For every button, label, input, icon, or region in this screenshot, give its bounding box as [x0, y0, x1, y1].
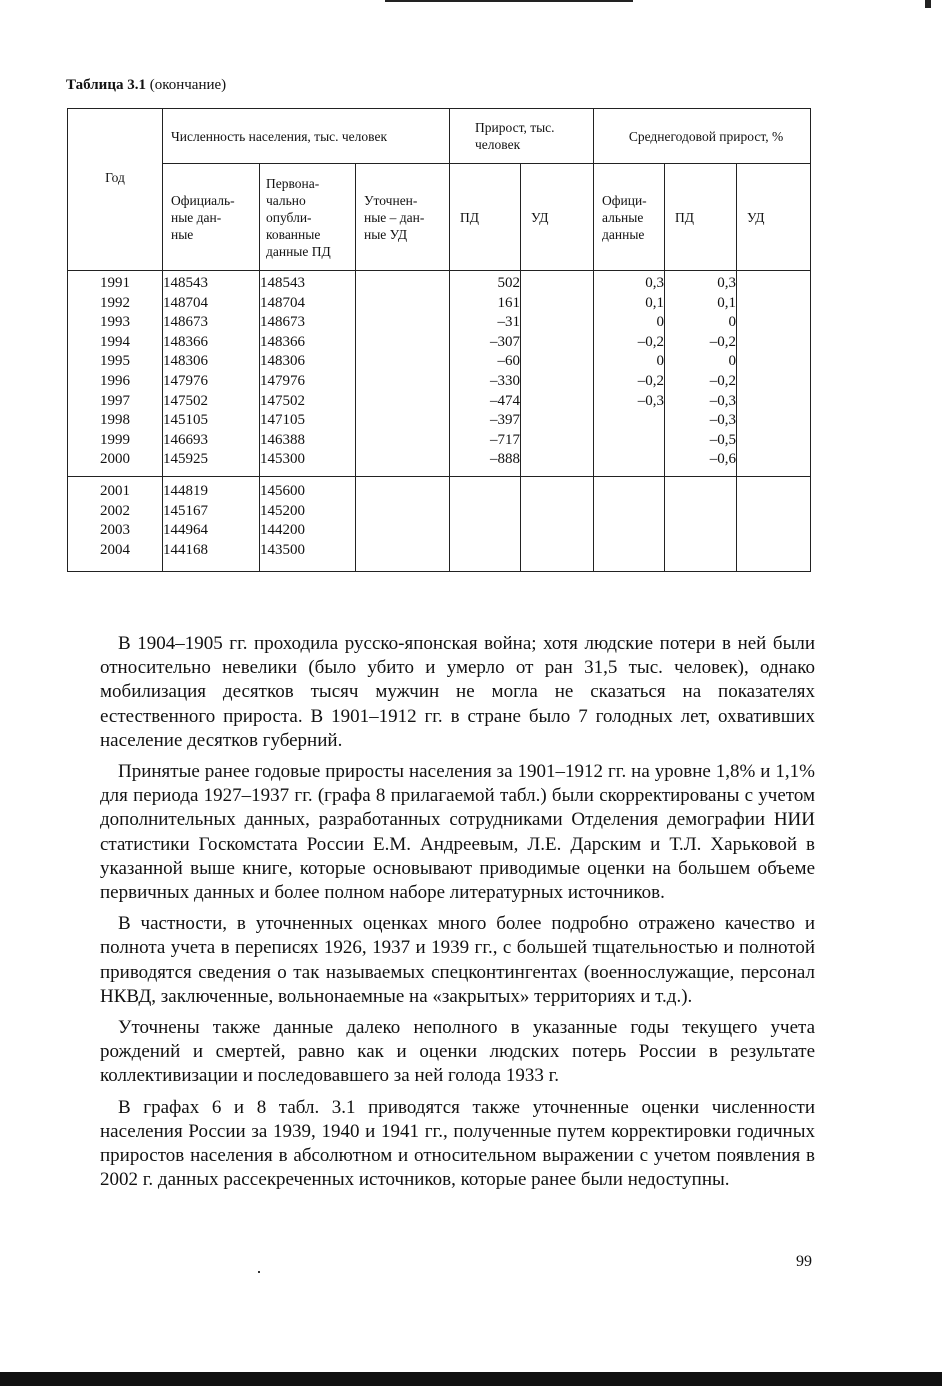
header-growth-ud: УД: [521, 164, 594, 271]
cell-official: 148543 148704 148673 148366 148306 147976 147502 145105 146693 145925: [163, 271, 260, 477]
cell-growth-ud: [521, 476, 594, 571]
top-rule: [385, 0, 633, 2]
header-growth-pd: ПД: [450, 164, 521, 271]
header-refined-ud: Уточнен- ные – дан- ные УД: [356, 164, 450, 271]
body-text: [100, 632, 815, 1199]
cell-avg-official: 0,3 0,1 0 –0,2 0 –0,2 –0,3: [594, 271, 665, 477]
header-row-groups: [68, 109, 811, 164]
paragraph: Принятые ранее годовые приросты населения за 1901–1912 гг. на уровне 1,8% и 1,1% для периода 1927–1937 гг. (графа 8 прилагаемой табл.) были скорректированы с учетом дополнительных данных, разработанных сотрудниками Отделения демографии НИИ статистики Госкомстата России Е.М. Андреевым, Л.Е. Дарским и Т.Л. Харьковой в указанной выше книге, которые основывают приводимые оценки на большем объеме первичных данных и более полном наборе литературных источников.: [100, 761, 815, 904]
cell-avg-ud: [737, 271, 811, 477]
cell-refined-ud: [356, 271, 450, 477]
header-avg-growth: Среднегодовой прирост, %: [594, 109, 811, 164]
paragraph: В 1904–1905 гг. проходила русско-японская война; хотя людские потери в ней были относительно невелики (было убито и умерло от ран 31,5 тыс. человек), однако мобилизация десятков тысяч мужчин не могла не сказаться на показателях естественного прироста. В 1901–1912 гг. в стране было 7 голодных лет, охвативших население десятков губерний.: [100, 633, 815, 751]
cell-years: 1991 1992 1993 1994 1995 1996 1997 1998 1999 2000: [68, 271, 163, 477]
table-caption: [66, 77, 226, 94]
cell-avg-ud: [737, 476, 811, 571]
population-table: [67, 108, 811, 572]
table-caption-bold: Таблица 3.1: [66, 77, 146, 93]
cell-initial-pd: 148543 148704 148673 148366 148306 147976 147502 147105 146388 145300: [260, 271, 356, 477]
cell-years: 2001 2002 2003 2004: [68, 476, 163, 571]
cell-avg-official: [594, 476, 665, 571]
paragraph: В частности, в уточненных оценках много более подробно отражено качество и полнота учета в переписях 1926, 1937 и 1939 гг., с большей тщательностью и полнотой приводятся сведения о так называемых спецконтингентах (военнослужащие, персонал НКВД, заключенные, вольнонаемные на «закрытых» территориях и т.д.).: [100, 913, 815, 1007]
table-caption-rest: (окончание): [145, 77, 227, 93]
paragraph: В графах 6 и 8 табл. 3.1 приводятся также уточненные оценки численности населения России за 1939, 1940 и 1941 гг., полученные путем корректировки годичных приростов населения в абсолютном и относительном выражении с учетом появления в 2002 г. данных рассекреченных источников, которые ранее были недоступны.: [100, 1096, 815, 1191]
header-row-sub: [68, 164, 811, 271]
cell-refined-ud: [356, 476, 450, 571]
header-official: Официаль- ные дан- ные: [163, 164, 260, 271]
page-number: 99: [796, 1253, 812, 1270]
cell-avg-pd: 0,3 0,1 0 –0,2 0 –0,2 –0,3 –0,3 –0,5 –0,6: [665, 271, 737, 477]
cell-growth-pd: [450, 476, 521, 571]
header-avg-official: Офици- альные данные: [594, 164, 665, 271]
cell-growth-pd: 502 161 –31 –307 –60 –330 –474 –397 –717 –888: [450, 271, 521, 477]
table-row-block-2001-2004: [68, 476, 811, 571]
cell-initial-pd: 145600 145200 144200 143500: [260, 476, 356, 571]
cell-avg-pd: [665, 476, 737, 571]
paragraph: Уточнены также данные далеко неполного в указанные годы текущего учета рождений и смертей, равно как и оценки людских потерь России в результате коллективизации и последовавшего за ней голода 1933 г.: [100, 1017, 815, 1087]
scan-speck: [258, 1271, 260, 1273]
header-avg-pd: ПД: [665, 164, 737, 271]
table-row-block-1991-2000: [68, 271, 811, 477]
corner-mark: [925, 0, 931, 8]
header-year: Год: [68, 109, 163, 271]
cell-official: 144819 145167 144964 144168: [163, 476, 260, 571]
bottom-bar: [0, 1372, 942, 1386]
header-avg-ud: УД: [737, 164, 811, 271]
header-population: Численность населения, тыс. человек: [163, 109, 450, 164]
cell-growth-ud: [521, 271, 594, 477]
header-initial-pd: Первона- чально опубли- кованные данные ПД: [260, 164, 356, 271]
header-growth: Прирост, тыс. человек: [450, 109, 594, 164]
